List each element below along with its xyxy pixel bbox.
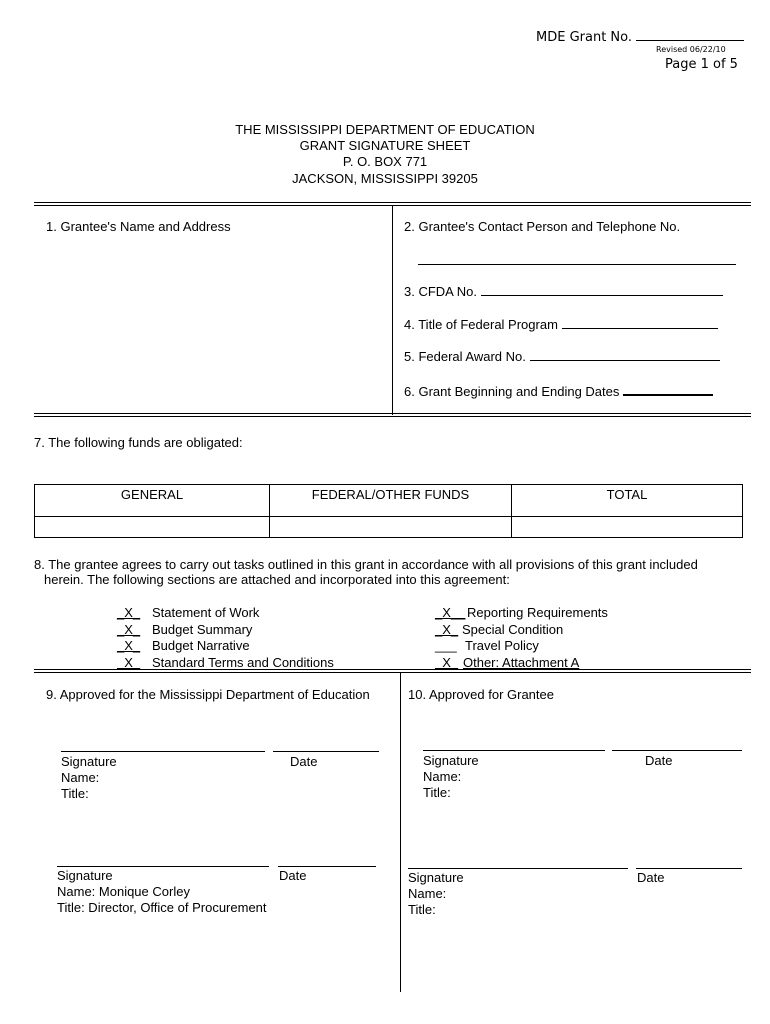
- federal-program-field[interactable]: [562, 317, 718, 329]
- approval-mde-title: 9. Approved for the Mississippi Department of Education: [46, 687, 370, 702]
- grant-dates-label: 6. Grant Beginning and Ending Dates: [404, 383, 713, 399]
- section-item: _X_ Standard Terms and Conditions: [117, 654, 334, 670]
- mde-signature-block-1: Signature Name: Title:: [61, 754, 117, 801]
- section-divider: [34, 669, 751, 673]
- grantee-date-line-1[interactable]: [612, 750, 742, 751]
- contact-person-label: 2. Grantee's Contact Person and Telephone No.: [404, 219, 681, 234]
- sections-list-right: [435, 605, 608, 671]
- page-number: Page 1 of 5: [665, 57, 738, 72]
- section-item: ___ Travel Policy: [435, 638, 539, 653]
- grantee-date-label-1: Date: [645, 753, 673, 768]
- section-item: _X_ Budget Narrative: [117, 638, 250, 653]
- funds-table: [34, 484, 743, 538]
- title-city: JACKSON, MISSISSIPPI 39205: [292, 171, 478, 186]
- column-divider: [392, 205, 393, 415]
- federal-program-label: 4. Title of Federal Program: [404, 317, 718, 332]
- revised-date: Revised 06/22/10: [656, 45, 726, 54]
- title-agency: THE MISSISSIPPI DEPARTMENT OF EDUCATION: [235, 122, 535, 137]
- mde-date-line-1[interactable]: [273, 751, 379, 752]
- mde-signature-line-2[interactable]: [57, 866, 269, 867]
- section-item: _X_ Special Condition: [435, 621, 564, 637]
- contact-person-field[interactable]: [418, 264, 736, 265]
- grant-number-label: MDE Grant No.: [536, 29, 744, 45]
- title-form: GRANT SIGNATURE SHEET: [299, 138, 471, 153]
- section-item: _X__ Reporting Requirements: [435, 605, 608, 620]
- approval-grantee-title: 10. Approved for Grantee: [408, 687, 554, 702]
- funds-header-general: GENERAL: [35, 485, 270, 517]
- grant-dates-field[interactable]: [623, 383, 713, 396]
- funds-header-total: TOTAL: [512, 485, 743, 517]
- section-divider: [34, 413, 751, 417]
- grantee-signature-block-2: Signature Name: Title:: [408, 870, 464, 917]
- grantee-signature-block-1: Signature Name: Title:: [423, 753, 479, 800]
- agreement-text-line1: 8. The grantee agrees to carry out tasks outlined in this grant in accordance with all provisions of this grant included: [34, 557, 698, 572]
- section-item: _X_ Statement of Work: [117, 605, 260, 620]
- mde-date-label-1: Date: [290, 754, 318, 769]
- agreement-text-line2: herein. The following sections are attached and incorporated into this agreement:: [44, 572, 510, 587]
- funds-federal-value[interactable]: [270, 517, 512, 538]
- cfda-label: 3. CFDA No.: [404, 284, 723, 299]
- funds-intro: 7. The following funds are obligated:: [34, 435, 243, 450]
- federal-award-field[interactable]: [530, 349, 720, 361]
- mde-date-line-2[interactable]: [278, 866, 376, 867]
- approval-column-divider: [400, 672, 401, 992]
- mde-signature-line-1[interactable]: [61, 751, 265, 752]
- grantee-signature-line-1[interactable]: [423, 750, 605, 751]
- sections-list-left: [117, 605, 334, 671]
- federal-award-label: 5. Federal Award No.: [404, 349, 720, 364]
- grantee-signature-line-2[interactable]: [408, 868, 628, 869]
- mde-signature-block-2: Signature Name: Monique Corley Title: Director, Office of Procurement: [57, 868, 267, 915]
- grantee-date-label-2: Date: [637, 870, 665, 885]
- grantee-date-line-2[interactable]: [636, 868, 742, 869]
- title-pobox: P. O. BOX 771: [342, 154, 428, 169]
- mde-date-label-2: Date: [279, 868, 307, 883]
- grantee-name-address-label: 1. Grantee's Name and Address: [46, 219, 231, 234]
- funds-general-value[interactable]: [35, 517, 270, 538]
- section-item: _X_ Other: Attachment A: [435, 654, 580, 670]
- funds-header-federal: FEDERAL/OTHER FUNDS: [270, 485, 512, 517]
- section-item: _X_ Budget Summary: [117, 621, 253, 637]
- funds-total-value[interactable]: [512, 517, 743, 538]
- cfda-field[interactable]: [481, 284, 723, 296]
